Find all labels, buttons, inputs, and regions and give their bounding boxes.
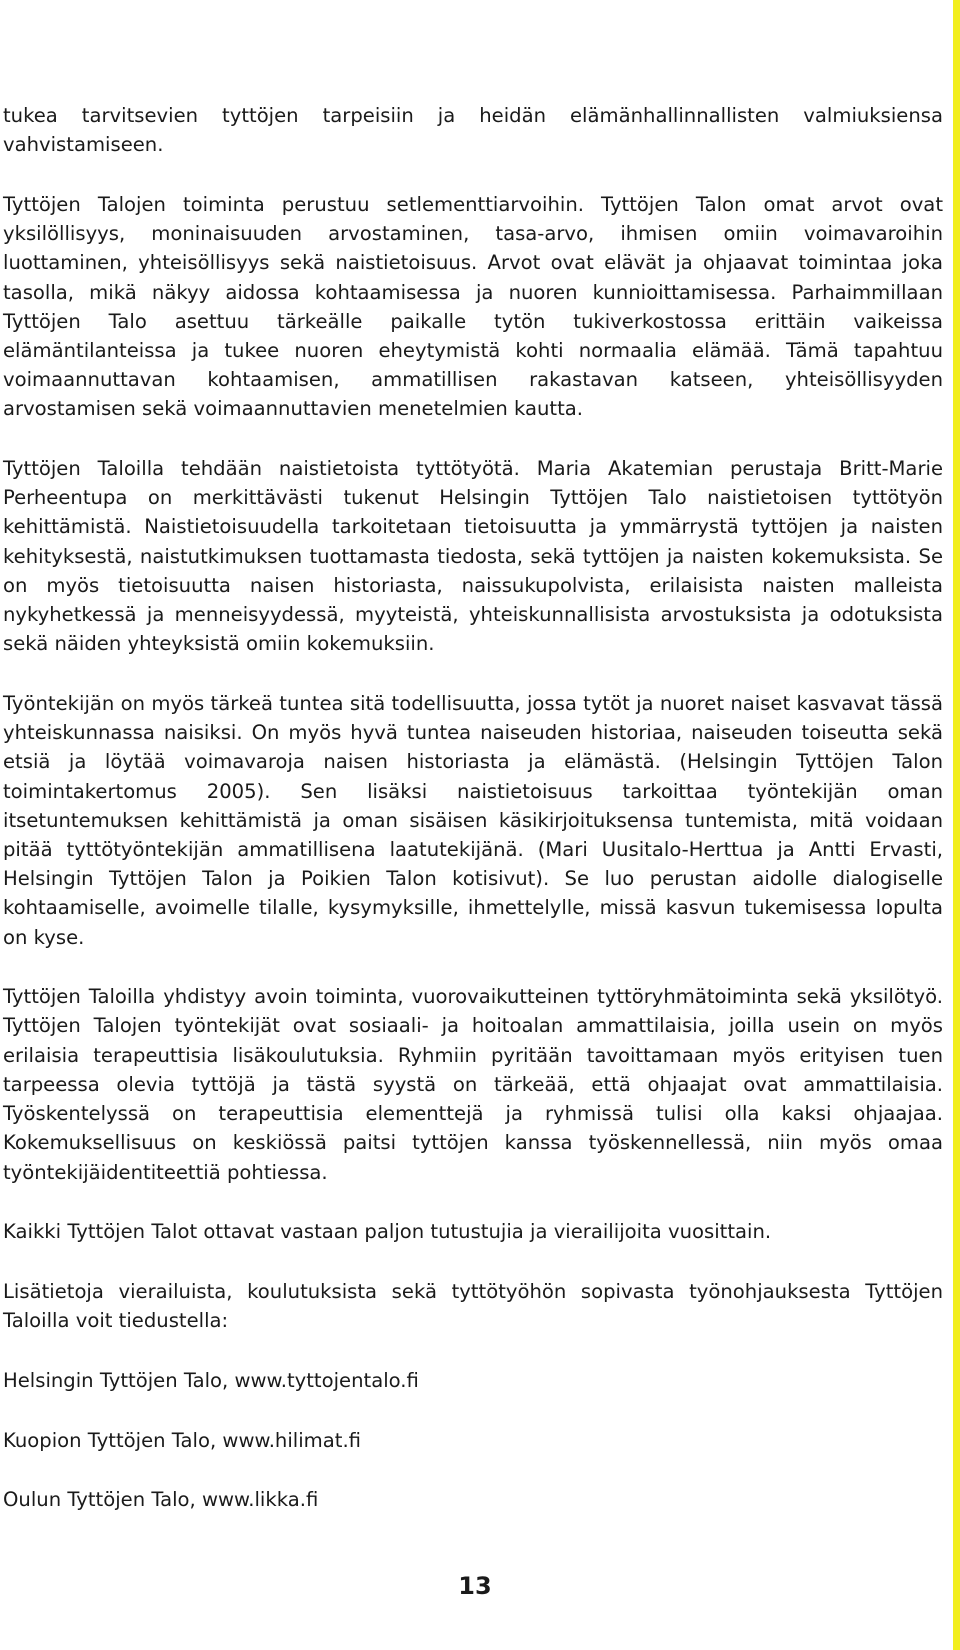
paragraph-activities: Tyttöjen Taloilla yhdistyy avoin toiminta, vuorovaikutteinen tyttöryhmätoiminta sekä yksilötyö. Tyttöjen Talojen työntekijät ovat sosiaali- ja hoitoalan ammattilaisia, joilla usein on myös erilaisia terapeuttisia lisäkoulutuksia. Ryhmiin pyritään tavoittamaan myös erityisen tuen tarpeessa olevia tyttöjä ja tästä syystä on tärkeää, että ohjaajat ovat ammattilaisia. Työskentelyssä on terapeuttisia elementtejä ja ryhmissä tulisi olla kaksi ohjaajaa. Kokemuksellisuus on keskiössä paitsi tyttöjen kanssa työskennellessä, niin myös omaa työntekijäidentiteettiä pohtiessa. (3, 985, 943, 1184)
link-kuopio: Kuopion Tyttöjen Talo, www.hilimat.fi (3, 1428, 362, 1452)
link-oulu: Oulun Tyttöjen Talo, www.likka.fi (3, 1488, 319, 1512)
paragraph-intro: tukea tarvitsevien tyttöjen tarpeisiin ja heidän elämänhallinnallisten valmiuksiensa vahvistamiseen. (3, 104, 943, 157)
page-content (3, 101, 943, 1545)
paragraph-more-info: Lisätietoja vierailuista, koulutuksista sekä tyttötyöhön sopivasta työnohjauksesta Tyttöjen Taloilla voit tiedustella: (3, 1279, 943, 1333)
paragraph-values: Tyttöjen Talojen toiminta perustuu setlementtiarvoihin. Tyttöjen Talon omat arvot ovat yksilöllisyys, moninaisuuden arvostaminen, tasa-arvo, ihmisen omiin voimavaroihin luottaminen, yhteisöllisyys sekä naistietoisuus. Arvot ovat elävät ja ohjaavat toimintaa joka tasolla, mikä näkyy aidossa kohtaamisessa ja nuoren kunnioittamisessa. Parhaimmillaan Tyttöjen Talo asettuu tärkeälle paikalle tytön tukiverkostossa erittäin vaikeissa elämäntilanteissa ja tukee nuoren eheytymistä kohti normaalia elämää. Tämä tapahtuu voimaannuttavan kohtaamisen, ammatillisen rakastavan katseen, yhteisöllisyyden arvostamisen sekä voimaannuttavien menetelmien kautta. (3, 192, 943, 421)
yellow-side-bar (953, 0, 960, 1650)
page-number: 13 (458, 1572, 492, 1600)
paragraph-worker: Työntekijän on myös tärkeä tuntea sitä todellisuutta, jossa tytöt ja nuoret naiset kasvavat tässä yhteiskunnassa naisiksi. On myös hyvä tuntea naiseuden historiaa, naiseuden toiseutta sekä etsiä ja löytää voimavaroja naisen historiasta ja elämästä. (Helsingin Tyttöjen Talon toimintakertomus 2005). Sen lisäksi naistietoisuus tarkoittaa työntekijän oman itsetuntemuksen kehittämistä ja oman sisäisen käsikirjoituksensa tuntemista, mitä voidaan pitää tyttötyöntekijän ammatillisena laatutekijänä. (Mari Uusitalo-Herttua ja Antti Ervasti, Helsingin Tyttöjen Talon ja Poikien Talon kotisivut). Se luo perustan aidolle dialogiselle kohtaamiselle, avoimelle tilalle, kysymyksille, ihmettelylle, missä kasvun tukemisessa lopulta on kyse. (3, 691, 943, 949)
paragraph-visitors: Kaikki Tyttöjen Talot ottavat vastaan paljon tutustujia ja vierailijoita vuosittain. (3, 1220, 772, 1244)
paragraph-girls-work: Tyttöjen Taloilla tehdään naistietoista tyttötyötä. Maria Akatemian perustaja Britt-Marie Perheentupa on merkittävästi tukenut Helsingin Tyttöjen Talo naistietoisen tyttötyön kehittämistä. Naistietoisuudella tarkoitetaan tietoisuutta ja ymmärrystä tyttöjen ja naisten kehityksestä, naistutkimuksen tuottamasta tiedosta, sekä tyttöjen ja naisten kokemuksista. Se on myös tietoisuutta naisen historiasta, naissukupolvista, erilaisista naisten malleista nykyhetkessä ja menneisyydessä, myyteistä, yhteiskunnallisista arvostuksista ja odotuksista sekä näiden yhteyksistä omiin kokemuksiin. (3, 457, 943, 656)
link-helsinki: Helsingin Tyttöjen Talo, www.tyttojentalo.fi (3, 1368, 419, 1392)
